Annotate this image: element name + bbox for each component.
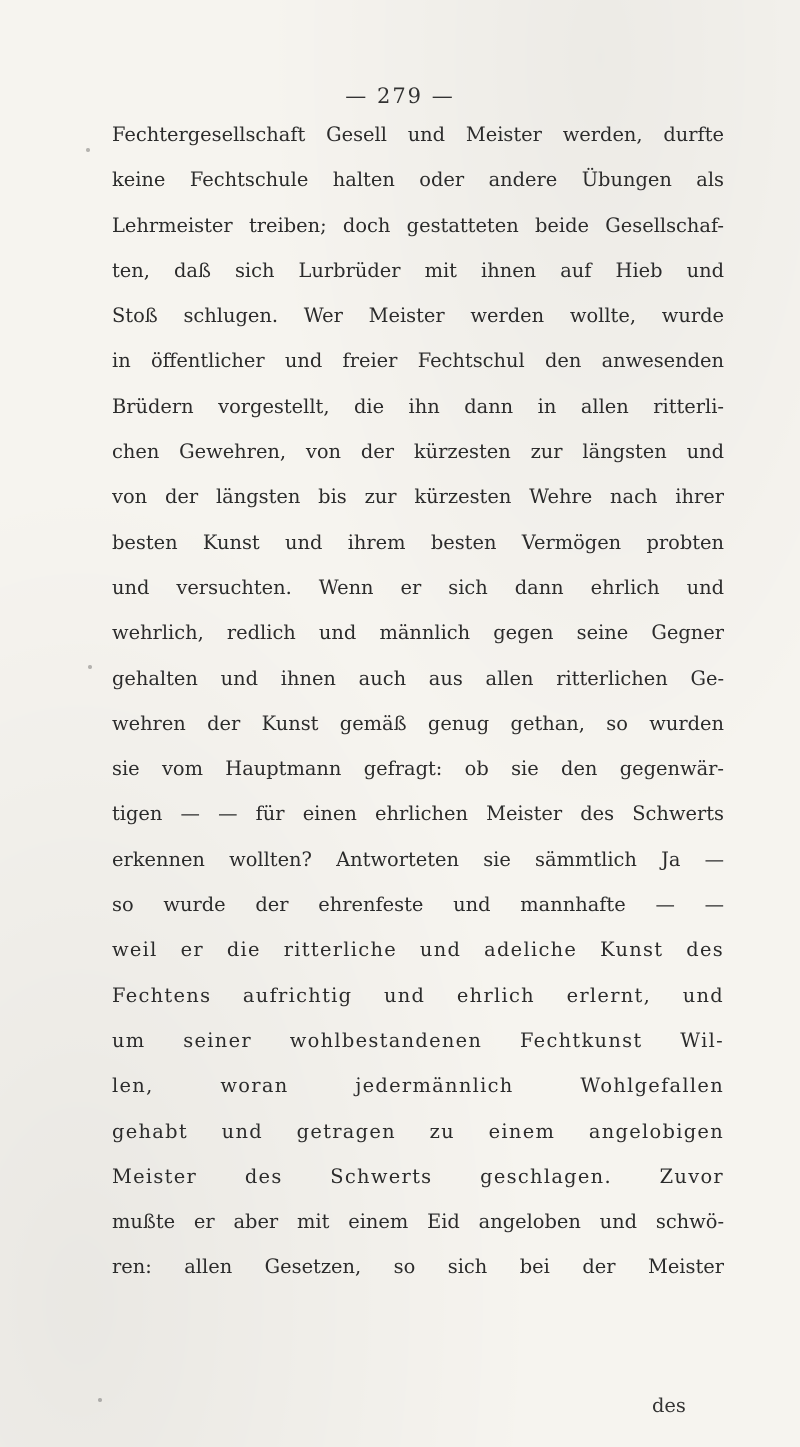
text-line: besten Kunst und ihrem besten Vermögen probten xyxy=(112,530,724,554)
text-line: ten, daß sich Lurbrüder mit ihnen auf Hieb und xyxy=(112,258,724,282)
catchword: des xyxy=(652,1394,686,1417)
text-line: Brüdern vorgestellt, die ihn dann in allen ritterli- xyxy=(112,394,724,418)
body-text xyxy=(112,112,724,1290)
text-line: wehrlich, redlich und männlich gegen seine Gegner xyxy=(112,621,724,645)
text-line: gehalten und ihnen auch aus allen ritterlichen Ge- xyxy=(112,666,724,690)
page-number: — 279 — xyxy=(345,84,455,108)
text-line-emphasized: Fechtens aufrichtig und ehrlich erlernt, und xyxy=(112,983,724,1007)
text-line: und versuchten. Wenn er sich dann ehrlich und xyxy=(112,575,724,599)
text-line: erkennen wollten? Antworteten sie sämmtlich Ja — xyxy=(112,847,724,871)
text-line-emphasized: Meister des Schwerts geschlagen. Zuvor xyxy=(112,1164,724,1188)
text-line: wehren der Kunst gemäß genug gethan, so wurden xyxy=(112,711,724,735)
margin-speck xyxy=(88,665,92,669)
text-line: sie vom Hauptmann gefragt: ob sie den gegenwär- xyxy=(112,757,724,781)
text-line: so wurde der ehrenfeste und mannhafte — — xyxy=(112,893,724,917)
text-line-emphasized: um seiner wohlbestandenen Fechtkunst Wil- xyxy=(112,1028,724,1052)
text-line: mußte er aber mit einem Eid angeloben und schwö- xyxy=(112,1210,724,1234)
text-line-emphasized: gehabt und getragen zu einem angelobigen xyxy=(112,1119,724,1143)
margin-speck xyxy=(98,1398,102,1402)
text-line: Lehrmeister treiben; doch gestatteten beide Gesellschaf- xyxy=(112,213,724,237)
text-line: chen Gewehren, von der kürzesten zur längsten und xyxy=(112,440,724,464)
text-line: Stoß schlugen. Wer Meister werden wollte, wurde xyxy=(112,304,724,328)
text-line-emphasized: len, woran jedermännlich Wohlgefallen xyxy=(112,1074,724,1098)
text-line: tigen — — für einen ehrlichen Meister des Schwerts xyxy=(112,802,724,826)
text-line: ren: allen Gesetzen, so sich bei der Meister xyxy=(112,1255,724,1279)
margin-speck xyxy=(86,148,90,152)
text-line-emphasized: weil er die ritterliche und adeliche Kunst des xyxy=(112,938,724,962)
text-line: in öffentlicher und freier Fechtschul den anwesenden xyxy=(112,349,724,373)
text-line: von der längsten bis zur kürzesten Wehre nach ihrer xyxy=(112,485,724,509)
text-line: keine Fechtschule halten oder andere Übungen als xyxy=(112,168,724,192)
text-line: Fechtergesellschaft Gesell und Meister werden, durfte xyxy=(112,123,724,146)
